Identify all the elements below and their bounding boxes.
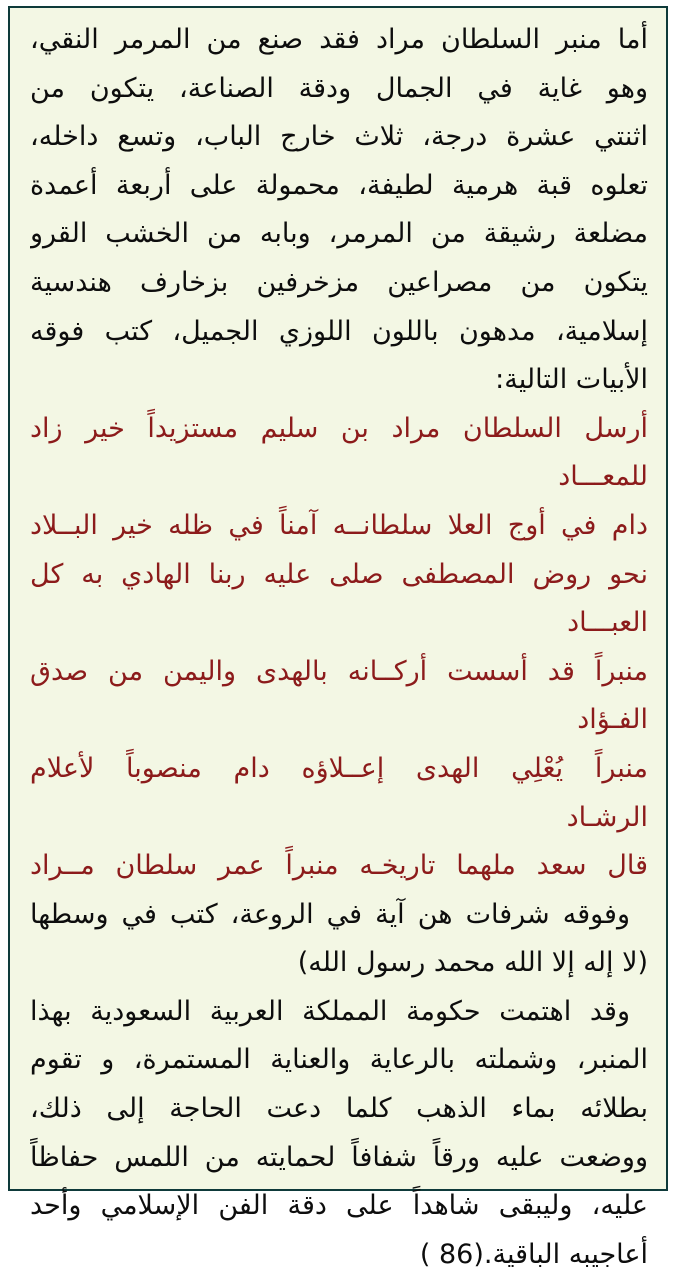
text-line: بطلائه بماء الذهب كلما دعت الحاجة إلى ذلك، (30, 1093, 648, 1125)
poem-line: أرسل السلطان مراد بن سليم مستزيداً خير زاد (30, 412, 648, 444)
document-text (10, 16, 666, 1270)
text-line: الأبيات التالية: (495, 364, 648, 396)
text-line: وقد اهتمت حكومة المملكة العربية السعودية بهذا (30, 995, 630, 1027)
text-line: (لا إله إلا الله محمد رسول الله) (297, 947, 648, 979)
poem-line: دام في أوج العلا سلطانــه آمناً في ظله خير البــلاد (30, 509, 648, 541)
poem-line: قال سعد ملهما تاريخـه منبراً عمر سلطان مــراد (30, 850, 648, 882)
poem-line: منبراً يُعْلِي الهدى إعــلاؤه دام منصوباً لأعلام (30, 752, 648, 784)
text-line: وفوقه شرفات هن آية في الروعة، كتب في وسطها (30, 898, 630, 930)
text-line: أعاجيبه الباقية.(86 ) (419, 1238, 648, 1270)
text-line: ووضعت عليه ورقاً شفافاً لحمايته من اللمس حفاظاً (30, 1141, 648, 1173)
poem-line: منبراً قد أسست أركــانه بالهدى واليمن من صدق (30, 655, 648, 687)
text-line: وهو غاية في الجمال ودقة الصناعة، يتكون من (30, 72, 648, 104)
text-line: المنبر، وشملته بالرعاية والعناية المستمرة، و تقوم (30, 1044, 648, 1076)
text-line: إسلامية، مدهون باللون اللوزي الجميل، كتب فوقه (30, 315, 648, 347)
document-page (8, 6, 668, 1270)
poem-line: نحو روض المصطفى صلى عليه ربنا الهادي به كل (30, 558, 648, 590)
poem-line: للمعـــاد (558, 461, 648, 493)
text-line: اثنتي عشرة درجة، ثلاث خارج الباب، وتسع داخله، (30, 121, 648, 153)
text-line: يتكون من مصراعين مزخرفين بزخارف هندسية (30, 266, 648, 298)
text-line: أما منبر السلطان مراد فقد صنع من المرمر النقي، (30, 24, 648, 55)
poem-line: الرشـاد (566, 801, 648, 833)
poem-line: العبـــاد (567, 607, 648, 639)
poem-line: الفـؤاد (577, 704, 648, 736)
text-line: تعلوه قبة هرمية لطيفة، محمولة على أربعة أعمدة (30, 169, 648, 201)
text-line: مضلعة رشيقة من المرمر، وبابه من الخشب القرو (30, 218, 648, 250)
text-line: عليه، وليبقى شاهداً على دقة الفن الإسلامي وأحد (30, 1190, 648, 1222)
